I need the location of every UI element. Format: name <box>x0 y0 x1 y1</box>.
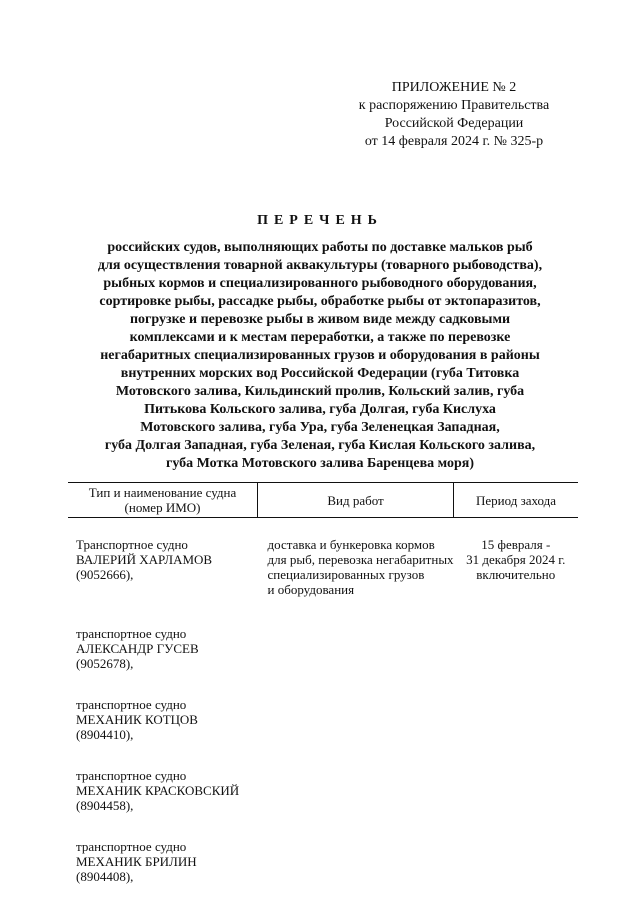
header-vessel <box>68 483 258 518</box>
vessel-type: транспортное судно <box>76 697 258 712</box>
subtitle-line: комплексами и к местам переработки, а также по перевозке <box>60 329 580 347</box>
vessel-name: МЕХАНИК КОТЦОВ <box>76 712 258 727</box>
vessel-name: ВАЛЕРИЙ ХАРЛАМОВ <box>76 552 258 567</box>
vessel-entry <box>76 697 258 742</box>
work-line: для рыб, перевозка негабаритных <box>268 552 454 567</box>
vessel-type: транспортное судно <box>76 626 258 641</box>
vessel-imo: (8904458), <box>76 798 258 813</box>
header-work: Вид работ <box>258 483 454 518</box>
period-line: включительно <box>454 567 578 582</box>
subtitle-line: рыбных кормов и специализированного рыбоводного оборудования, <box>60 275 580 293</box>
header-vessel-line: (номер ИМО) <box>70 500 255 515</box>
table-row <box>68 518 578 910</box>
document-subtitle <box>60 239 580 473</box>
vessel-type: транспортное судно <box>76 768 258 783</box>
subtitle-line: сортировке рыбы, рассадке рыбы, обработке рыбы от эктопаразитов, <box>60 293 580 311</box>
document-title: ПЕРЕЧЕНЬ <box>0 212 640 230</box>
appendix-order-ref: к распоряжению Правительства <box>348 97 560 115</box>
vessels-table <box>68 482 578 910</box>
subtitle-line: губа Мотка Мотовского залива Баренцева моря) <box>60 455 580 473</box>
period-cell <box>454 518 578 910</box>
vessel-imo: (9052678), <box>76 656 258 671</box>
appendix-number: ПРИЛОЖЕНИЕ № 2 <box>348 79 560 97</box>
vessel-name: МЕХАНИК КРАСКОВСКИЙ <box>76 783 258 798</box>
period-line: 31 декабря 2024 г. <box>454 552 578 567</box>
appendix-government: Российской Федерации <box>348 115 560 133</box>
vessel-imo: (9052666), <box>76 567 258 582</box>
vessel-entry <box>76 626 258 671</box>
period-line: 15 февраля - <box>454 537 578 552</box>
vessel-entry <box>76 768 258 813</box>
vessel-entry <box>76 839 258 884</box>
vessels-cell <box>68 518 258 910</box>
subtitle-line: Мотовского залива, губа Ура, губа Зеленецкая Западная, <box>60 419 580 437</box>
subtitle-line: российских судов, выполняющих работы по доставке мальков рыб <box>60 239 580 257</box>
appendix-date: от 14 февраля 2024 г. № 325-р <box>348 133 560 151</box>
work-cell <box>258 518 454 910</box>
vessel-type: Транспортное судно <box>76 537 258 552</box>
subtitle-line: негабаритных специализированных грузов и оборудования в районы <box>60 347 580 365</box>
header-vessel-line: Тип и наименование судна <box>70 485 255 500</box>
subtitle-line: губа Долгая Западная, губа Зеленая, губа Кислая Кольского залива, <box>60 437 580 455</box>
vessel-name: АЛЕКСАНДР ГУСЕВ <box>76 641 258 656</box>
vessel-name: МЕХАНИК БРИЛИН <box>76 854 258 869</box>
work-line: специализированных грузов <box>268 567 454 582</box>
subtitle-line: для осуществления товарной аквакультуры (товарного рыбоводства), <box>60 257 580 275</box>
vessel-imo: (8904410), <box>76 727 258 742</box>
subtitle-line: внутренних морских вод Российской Федерации (губа Титовка <box>60 365 580 383</box>
table-header-row <box>68 483 578 518</box>
work-line: и оборудования <box>268 582 454 597</box>
vessel-type: транспортное судно <box>76 839 258 854</box>
appendix-block <box>348 79 560 151</box>
subtitle-line: Питькова Кольского залива, губа Долгая, губа Кислуха <box>60 401 580 419</box>
vessel-entry <box>76 537 258 582</box>
vessel-imo: (8904408), <box>76 869 258 884</box>
header-period: Период захода <box>454 483 578 518</box>
subtitle-line: погрузке и перевозке рыбы в живом виде между садковыми <box>60 311 580 329</box>
work-line: доставка и бункеровка кормов <box>268 537 454 552</box>
subtitle-line: Мотовского залива, Кильдинский пролив, Кольский залив, губа <box>60 383 580 401</box>
